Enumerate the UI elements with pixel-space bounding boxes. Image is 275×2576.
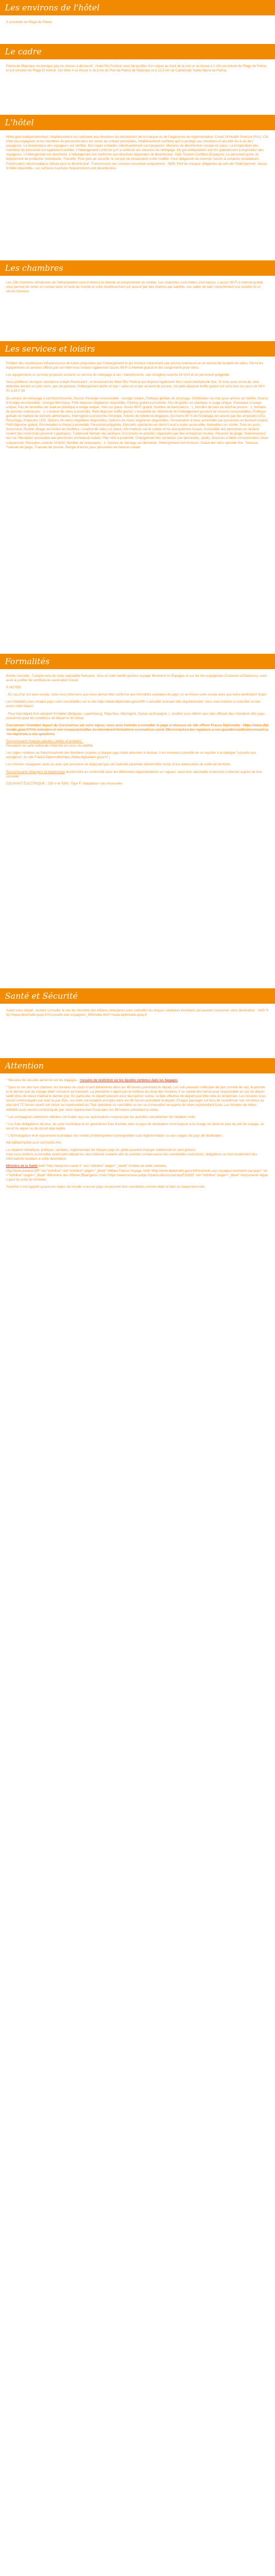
attention-text-5: * L'homologation et le classement touristique des modes d'hébergement correspondent à la réglementation ou aux usages du pays de destination. — [6, 1133, 223, 1138]
formalites-coronavirus-notice: Concernant l'éventuel impact du Coronavirus sur votre séjour, nous vous invitons à consulter la page ci-dessous du site officiel France Diplomatie : https://www.diplomatie.gouv.fr/fr/le-ministere-et-son-reseau/actualites-du-ministere/informations-coronavirus-covid-19/coronavirus-les-reponses-a-vos-questions/article/coronavirus-les-reponses-a-vos-questions — [6, 723, 269, 736]
attention-luggage — [6, 1078, 269, 1083]
attention-links-text: href="http://www.inrs-sante.fr" rel="nofollow" target="_blank">Institut de veille sanitaire, http://www.pasteur.fr/fr" rel="nofollow" rel="nofollow" target="_blank">Mêlea France Voyage, href="http://www.diplomatie.gouv.fr/fr/conseils-aux-voyageurs/conseils-par-pays" rel="nofollow" target="_blank">Ministère des Affaires Étrangères, href="https://www.service-public.fr/particuliers/vosdroits/F32835" rel="nofollow" target="_blank">Documents légaux pour la sortie du territoire. — [6, 1164, 268, 1182]
section-header — [0, 0, 275, 15]
foreign-nationals-heading: Ressortissants étrangers et binationaux — [6, 770, 65, 774]
section-title: Les environs de l'hôtel — [5, 3, 100, 13]
section-header — [0, 988, 275, 1004]
attention-text-3: * Les compagnies aériennes utilisées ont toutes reçu les autorisations requises par les autorités compétentes de l'aviation civile. — [6, 1115, 196, 1119]
services-text-1: Profitez des nombreuses infrastructures de loisirs proposées par l'hébergement et qui incluent notamment une piscine extérieure et un service de location de vélos. Parmi les équipements et services offerts par cet hôtel vous trouvez également l'accès Wi-Fi à Internet gratuit et des rangements pour vélos. — [6, 361, 265, 370]
sante-text: Avant votre départ, veuillez consulter le site du ministère des Affaires étrangères pour connaître les risques sanitaires éventuels qui peuvent concerner votre destination : href="http://www.diplomatie.gouv.fr/fr/conseils-aux-voyageurs_909/index.html">www.diplomatie.gouv.fr — [6, 1009, 269, 1017]
french-nationals-text: Passeport ou carte nationale d'identité en cours de validité. — [6, 744, 94, 748]
section-body — [0, 59, 275, 115]
services-list: Du service de nettoyage à sec/blanchisserie, Source d'énergie renouvelable - énergie solaire, Politique globale de recyclage, Distributeur en vrac pour articles de toilette, Source d'énergie renouvelable - énergie thermique, Petit-déjeuner végétarien disponible, Parking gratuit à proximité, Pas de pailles en plastique à usage unique, Panneaux à usage unique, Pas de bouteilles de soda en plastique à usage unique, Vélo sur place, Accès Wi-Fi gratuit, Nombre de bars/salons : 1, Nombre de bars en bord de piscine : 1, Nombre de piscines extérieures : 1, Location de vélos à proximité, Petit-déjeuner buffet gratuit, L'ensemble de l'électricité de l'hébergement provient de sources renouvelables, Politique globale en matière de déchets alimentaires, Interruption à économie d'énergie, Articles de toilette écologiques, Au moins 80 % de l'éclairage est assuré par des ampoules LED, Recyclage, Ampoules LED, Options de menu végétalien disponibles, Options de menu végétarien disponibles, Restauration à base accessible par personnes en fauteuil roulant, Petit-déjeuner gratuit, Promenades à cheval à proximité, Personnel polyglotte, Concerts spectacles en direct Local à visiter accessible, Animations en soirée, Tous les jours, Ascenseur, Double vitrage sur toutes les fenêtres, Location de vélos sur place, Informations sur la culture et les écosystèmes locaux, Accessible aux personnes en fauteuil roulant (les restrictions peuvent s'appliquer), Traitement humain des animaux, Excursions et activités organisées par des entreprises locales, Parasols de plage, Stationnement sur rue, Réception accessible aux personnes en fauteuil roulant, Plan vélo à proximité, Changement des serviettes (sur demande), Jardin, Douches à faible consommation d'eau uniquement, Réception ouverte 24 h/24, Nombre de restaurants : 1, Service de ménage sur demande, Hébergement non-fumeurs, Snack-bar et/ou épicerie fine, Terrasse, Transats de plage, Transats de piscine, Rampe d'accès pour personnes en fauteuil roulant — [6, 396, 270, 449]
section-header — [0, 44, 275, 59]
section-title: Attention — [5, 1061, 44, 1071]
formalites-text-1: Bonne nouvelle : Compte tenu de votre nationalité française, vous et votre famille pouvez voyager librement en Espagne et sur les îles espagnoles (Canaries et Baléares), sans avoir à justifier de certificat de vaccination Covid. — [6, 674, 268, 683]
section-body — [0, 1073, 275, 1393]
section-sante — [0, 988, 275, 1058]
formalites-text-9: Les mineurs voyageant seuls ou avec une personne ne disposant pas de l'autorité parentale doivent être munis d'une autorisation de sortie de territoire. — [6, 763, 232, 767]
section-title: Le cadre — [5, 47, 42, 57]
cadre-text: Palma de Majorque ne manque pas de choses à découvrir ; Hotel Riu Festival vous fait profiter d'un séjour au bord de la mer et se trouve à 1 min en voiture de Plage de Palma et à 8 minutes de Plage El Arenal. Cet hôtel 4 se trouve à 16,5 km de Port de Palma de Majorque et à 12,5 km de Cathédrale Santa María de Palma. — [6, 64, 268, 73]
section-title: Santé et Sécurité — [5, 991, 78, 1001]
section-body — [0, 357, 275, 654]
foreign-nationals-text: doivent être en conformité avec les différentes réglementations en vigueur, selon leur nationalité et devront s'informer auprès de leur consulat. — [6, 770, 263, 778]
attention-text-6: INFORMATIONS AUX VOYAGEURS : — [6, 1141, 63, 1145]
formalites-text-3: - En cas d'un vol avec escale, nous vous informons que vous devrez être conforme aux formalités sanitaires du pays où se trouve votre escale ainsi que votre destination finale. — [6, 693, 267, 697]
section-title: Les chambres — [5, 263, 63, 273]
section-body — [0, 276, 275, 341]
attention-links — [6, 1164, 269, 1182]
french-nationals-heading: Ressortissants français (adultes, bébés et enfants) : — [6, 739, 84, 744]
liquids-restriction-link[interactable]: mesures de restriction sur les liquides contenus dans les bagages — [80, 1078, 178, 1082]
section-hotel — [0, 115, 275, 260]
section-attention — [0, 1058, 275, 1393]
section-header — [0, 260, 275, 276]
section-chambres — [0, 260, 275, 341]
section-environs — [0, 0, 275, 44]
ministry-health-link[interactable]: Ministère de la Santé — [6, 1164, 38, 1169]
attention-text-4: * Les frais obligatoires de visa, de carte touristique et en général les frais d'entrée dans le pays de destination sont toujours à la charge du client en plus du prix du voyage, du vol et du séjour ou du circuit déjà réglés. — [6, 1122, 266, 1131]
section-services — [0, 341, 275, 654]
section-formalites — [0, 654, 275, 988]
section-cadre — [0, 44, 275, 115]
formalites-text-8: Les règles relatives au franchissement des frontières propres à chaque pays étant amenées à évoluer, il est vivement conseillé de se reporter à la rubrique "conseils aux voyageurs" du site France Diplomatie(https://www.diplomatie.gouv.fr/ ) — [6, 751, 257, 760]
section-title: Les services et loisirs — [5, 344, 95, 354]
section-body — [0, 15, 275, 44]
environs-text: À proximité de Plage de Palma — [6, 20, 52, 24]
section-body — [0, 1004, 275, 1058]
formalites-electric: COURANT ÉLECTRIQUE : 230 V et 50Hz. Type F. Adaptateur non nécessaire. — [6, 781, 124, 786]
hotel-text: Hôtel géré indépendamment, l'établissement est conforme aux directives de désinfection de la marque ou de l'organisme de réglementation. Covid-19 Health Protocol (RIU). Cet hôtel (ou voyageurs et les membres du personnel dans les zones de contact principales, l'établissement confirme qu'il a protégé ses membres et sécurité vis-à-vis des voyageurs. La température des voyageurs est vérifiée. Des repas emballés individuellement sont proposés. Mesures de désinfection sociale en place. La température des membres du personnel est également vérifiée. L'hébergement confirme qu'il a renforcé ses mesures de nettoyage. Du gel antibactérien est mis gratuitement à disposition des voyageurs. L'hébergement est désinfecté. L'hébergement est conforme aux directives régionales de désinfection. Safe Tourism Certified (Espagne). Le personnel porte un équipement de protection individuelle. Travelife. Pour plus de sécurité, le service de restauration a été modifié. Il est obligatoire de réserver l'accès à certaines installations. Pulvérisation électrostatique utilisée pour la désinfection. Transmission des services essentiels uniquement - NON. Port du masque obligatoire au sein de l'hébergement. Aucun lit bébé disponible. Les surfaces touchées fréquemment sont désinfectées. — [6, 135, 270, 170]
section-title: L'hôtel — [5, 118, 34, 127]
formalites-note-heading: À NOTER — [6, 686, 21, 690]
section-body — [0, 669, 275, 988]
formalites-foreign-nationals — [6, 770, 269, 779]
attention-terrorism: Toutefois il est rappelé qu'aucune région du monde ni aucun pays ne peuvent être considérés comme étant à l'abri du risque terroriste. — [6, 1184, 206, 1189]
chambres-text: Les 238 chambres climatisées de l'hébergement vous invitent à la détente et comprennent un minibar. Les chambres sont dotées d'un balcon. L'accès Wi-Fi à Internet gratuit vous permet de rester en contact avec le reste du monde et votre divertissement est assuré par des chaînes par satellite. Les salles de bain comprennent une douche et un sèche-cheveux. — [6, 281, 264, 294]
luggage-text: * Mesures de sécurité aérienne sur les bagages : — [6, 1078, 80, 1082]
services-text-3: Vous profiterez de repas savoureux à Main Restaurant ; le restaurant de Hotel Riu Festival qui dispose également d'un snack-bar/épicerie fine. Si vous avez envie de vous détendre devant un petit verre, pas de panique, l'hébergement abrite un bar / salon et un bar au bord de piscine. Un petit-déjeuner buffet gratuit est servi tous les jours de 08 h 00 à 10 h 30. — [6, 380, 266, 393]
attention-text-2: * Dans le cas des vols charters, les horaires de cours d'sont déterminés dans les 48 heures précédant le départ. Les vols peuvent s'effectuer de jour comme de nuit, le premier et le dernier jour du voyage étant consacré au transport. La prestation n'ayant pas la maîtrise du choix des horaires, il ne saurait être tenue pour responsable en cas de départ tardif et/ou de retour matinal le dernier jour. En particulier, le départ peuvent avoir lieu tard en soirée, la date effective de départ peut être celle du lendemain. Les horaires vous seront communiqués par mail ou par Sms, sur votre convocation envoyée dans les 48 heures précédant le départ. Chaque passager est tenu de reconfirmer son vol retour au plus tard 72 heures avant son retour au représentant du Tour-opérateur ou son bâtiel ou sur sa convocation ou auprès de notre représentant local. Les horaires de retour définitifs vous seront communiqués par notre représentant local dans les 48 heures précédant le retour. — [6, 1086, 267, 1112]
section-header — [0, 1058, 275, 1073]
section-header — [0, 654, 275, 669]
section-header — [0, 115, 275, 130]
formalites-french-nationals — [6, 739, 269, 748]
section-body — [0, 130, 275, 260]
formalites-text-5: - Pour tout départ d'un aéroport frontalier (Belgique, Luxembourg, Pays-Bas, Allemagne, Suisse ou Espagne..), veuillez vous référer aux sites officiels des ministères des pays concernés pour les conditions de départ et de retour. — [6, 711, 266, 720]
section-title: Formalités — [5, 656, 50, 666]
services-text-2: Les équipements et services proposés incluent un service de nettoyage à sec / blanchisserie, une réception ouverte 24 h/24 et un personnel polyglotte. — [6, 373, 230, 377]
formalites-text-4: Les modalités pour chaque pays sont consultables sur le site https://www.diplomatie.gouv.fr/fr/ L'actualité évoluant très régulièrement, nous vous invitons à consulter ce lien avant votre départ. — [6, 700, 262, 709]
attention-text-7: La situation climatique, politique, sanitaire, réglementaire de chaque pays du globe pouvant changer subitement et sans préavis nous vous invitons à consulter avant votre départ les sites Internet suivants afin de prendre connaissance des éventuelles restrictions, obligations ou tout simplement des informations relatives à votre destination. — [6, 1148, 257, 1161]
section-header — [0, 341, 275, 357]
